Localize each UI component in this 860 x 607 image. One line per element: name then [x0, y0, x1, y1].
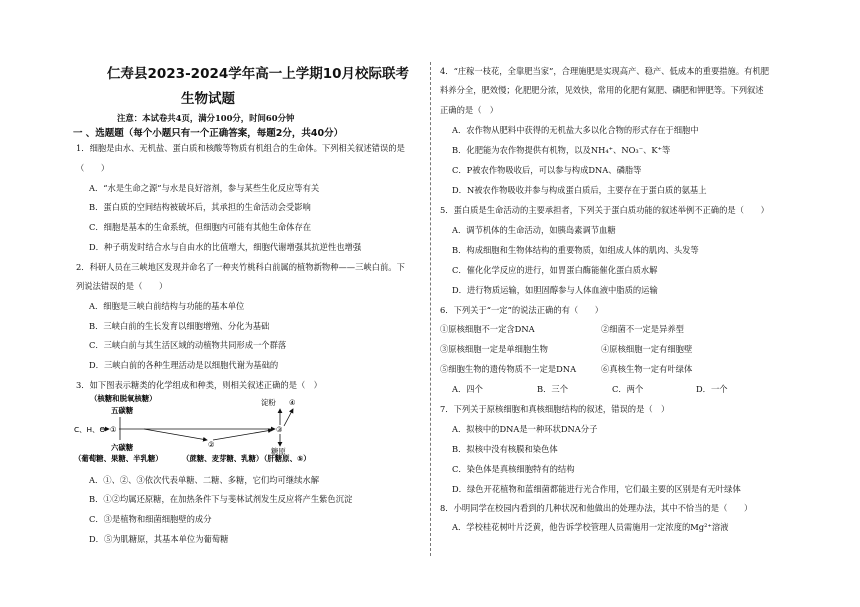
- q4-stem-cont: 料养分全，肥效慢；化肥肥分浓，见效快，常用的化肥有氮肥、磷肥和钾肥等。下列叙述: [440, 85, 764, 95]
- q4-stem: 4．“庄稼一枝花，全靠肥当家”，合理施肥是实现高产、稳产、低成本的重要措施。有机肥: [440, 66, 770, 76]
- q1-stem: 1．细胞是由水、无机盐、蛋白质和核酸等物质有机组合的生命体。下列相关叙述错误的是: [76, 143, 405, 153]
- node-3: ③: [276, 425, 283, 434]
- node-4: ④: [289, 398, 296, 407]
- q8-option-a: A．学校桂花树叶片泛黄，他告诉学校管理人员需施用一定浓度的Mg²⁺溶液: [452, 522, 729, 532]
- node-2: ②: [208, 440, 215, 449]
- node-1: ①: [110, 425, 117, 434]
- q6-option-a: A．四个: [452, 384, 483, 394]
- q1-stem-paren: （ ）: [76, 163, 110, 173]
- hexose-label: 六碳糖: [111, 443, 134, 452]
- q6-statement-6: ⑥真核生物一定有叶绿体: [601, 364, 693, 374]
- q2-option-c: C．三峡白前与其生活区域的动植物共同形成一个群落: [89, 340, 287, 350]
- q2-stem: 2．科研人员在三峡地区发现并命名了一种夹竹桃科白前属的植物新物种——三峡白前。下: [76, 262, 405, 272]
- q6-statement-1: ①原核细胞不一定含DNA: [440, 324, 535, 334]
- q4-option-a: A．农作物从肥料中获得的无机盐大多以化合物的形式存在于细胞中: [452, 125, 699, 135]
- arrow-3-to-4: [284, 409, 293, 426]
- q3-option-b: B．①②均属还原糖，在加热条件下与斐林试剂发生反应将产生紫色沉淀: [89, 494, 353, 504]
- cho-label: C、H、O: [74, 425, 106, 434]
- section-heading: 一 、选题题（每个小题只有一个正确答案，每题2分，共40分）: [73, 128, 344, 139]
- q1-option-c: C．细胞是基本的生命系统，但细胞内可能有其他生命体存在: [89, 222, 312, 232]
- q6-statement-5: ⑤细胞生物的遗传物质不一定是DNA: [440, 364, 577, 374]
- sugar-diagram-svg: [74, 393, 328, 465]
- q6-statement-4: ④原核细胞一定有细胞壁: [601, 344, 693, 354]
- q1-option-b: B．蛋白质的空间结构被破坏后，其承担的生命活动会受影响: [89, 202, 311, 212]
- arrow-1-to-2: [144, 429, 207, 440]
- q6-option-c: C．两个: [612, 384, 644, 394]
- q6-statement-3: ③原核细胞一定是单细胞生物: [440, 344, 548, 354]
- exam-subtitle: 生物试题: [181, 91, 235, 107]
- q1-option-d: D．种子萌发时结合水与自由水的比值增大，细胞代谢增强其抗逆性也增强: [89, 242, 362, 252]
- q2-option-a: A．细胞是三峡白前结构与功能的基本单位: [89, 301, 245, 311]
- hexose-examples: （葡萄糖、果糖、半乳糖）: [74, 454, 163, 463]
- q4-option-d: D．N被农作物吸收并参与构成蛋白质后，主要存在于蛋白质的氨基上: [452, 185, 707, 195]
- q2-stem-cont: 列说法错误的是（ ）: [76, 281, 168, 291]
- starch-label: 淀粉: [261, 398, 276, 407]
- q7-stem: 7．下列关于原核细胞和真核细胞结构的叙述，错误的是（ ）: [440, 404, 670, 414]
- q1-option-a: A．“水是生命之源”与水是良好溶剂，参与某些生化反应等有关: [89, 183, 320, 193]
- q3-stem: 3．如下图表示糖类的化学组成和种类，则相关叙述正确的是（ ）: [76, 380, 322, 390]
- q4-option-b: B．化肥能为农作物提供有机物，以及NH₄⁺、NO₃⁻、K⁺等: [452, 145, 671, 155]
- q5-option-c: C．催化化学反应的进行，如胃蛋白酶能催化蛋白质水解: [452, 265, 658, 275]
- q3-option-d: D．⑤为肌糖原，其基本单位为葡萄糖: [89, 534, 229, 544]
- arrow-2-to-3: [213, 430, 272, 440]
- glycogen-examples: （肝糖原、⑤）: [260, 454, 311, 463]
- column-divider: [430, 62, 431, 556]
- q4-stem-end: 正确的是（ ）: [440, 105, 499, 115]
- q4-option-c: C．P被农作物吸收后，可以参与构成DNA、磷脂等: [452, 165, 642, 175]
- q5-option-d: D．进行物质运输，如胆固醇参与人体血液中脂质的运输: [452, 285, 658, 295]
- q5-option-a: A．调节机体的生命活动，如胰岛素调节血糖: [452, 225, 616, 235]
- exam-note: 注意：本试卷共4页，满分100分，时间60分钟: [117, 113, 295, 123]
- q7-option-a: A．拟核中的DNA是一种环状DNA分子: [452, 424, 598, 434]
- q7-option-b: B．拟核中没有核膜和染色体: [452, 444, 558, 454]
- q2-option-b: B．三峡白前的生长发育以细胞增殖、分化为基础: [89, 321, 270, 331]
- pentose-examples: （核糖和脱氧核糖）: [90, 394, 157, 403]
- q6-statement-2: ②细菌不一定是异养型: [601, 324, 684, 334]
- q2-option-d: D．三峡白前的各种生理活动是以细胞代谢为基础的: [89, 360, 279, 370]
- q5-option-b: B．构成细胞和生物体结构的重要物质，如组成人体的肌肉、头发等: [452, 245, 699, 255]
- glycogen-label: 糖原: [271, 447, 286, 456]
- q5-stem: 5．蛋白质是生命活动的主要承担者，下列关于蛋白质功能的叙述举例不正确的是（ ）: [440, 205, 769, 215]
- q7-option-d: D．绿色开花植物和蓝细菌都能进行光合作用，它们最主要的区别是有无叶绿体: [452, 484, 741, 494]
- q6-stem: 6．下列关于“一定”的说法正确的有（ ）: [440, 305, 604, 315]
- q6-option-b: B．三个: [537, 384, 568, 394]
- q8-stem: 8．小明同学在校园内看到的几种状况和他做出的处理办法，其中不恰当的是（ ）: [440, 503, 753, 513]
- sugar-diagram: [74, 393, 328, 465]
- q3-option-c: C．③是植物和细菌细胞壁的成分: [89, 514, 212, 524]
- pentose-label: 五碳糖: [111, 406, 134, 415]
- q7-option-c: C．染色体是真核细胞特有的结构: [452, 464, 575, 474]
- q6-option-d: D．一个: [696, 384, 728, 394]
- q3-option-a: A．①、②、③依次代表单糖、二糖、多糖，它们均可继续水解: [89, 475, 320, 485]
- disaccharide-examples: （蔗糖、麦芽糖、乳糖）: [182, 454, 264, 463]
- exam-title: 仁寿县2023-2024学年高一上学期10月校际联考: [107, 66, 410, 82]
